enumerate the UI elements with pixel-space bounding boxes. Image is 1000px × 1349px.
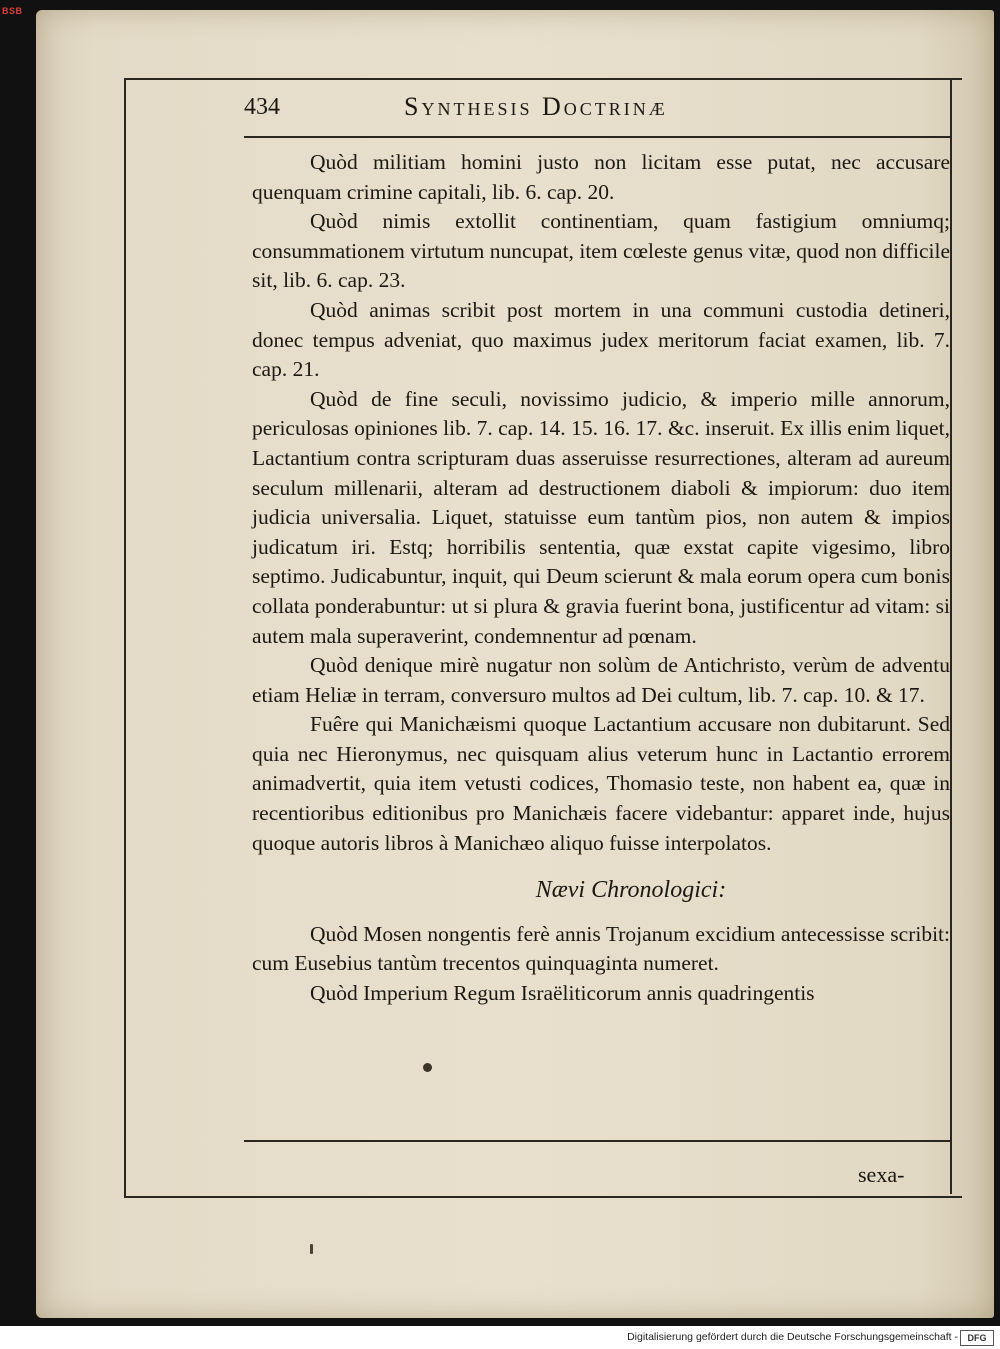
paragraph: Quòd nimis extollit continentiam, quam fastigium omniumq; consummationem virtutum nuncupat, item cœleste genus vitæ, quod non difficile sit, lib. 6. cap. 23.	[252, 209, 950, 293]
paragraph: Fuêre qui Manichæismi quoque Lactantium accusare non dubitarunt. Sed quia nec Hieronymus, nec quisquam alius veterum hunc in Lactantio errorem animadvertit, quia item vetusti codices, Thomasio teste, non habent ea, quæ in recentioribus editionibus pro Manichæis facere videbantur: apparet inde, hujus quoque autoris libros à Manichæo aliquo fuisse interpolatos.	[252, 712, 950, 855]
page-number: 434	[244, 94, 280, 120]
section-heading: Nævi Chronologici:	[535, 877, 727, 904]
footer-rule	[244, 1140, 950, 1142]
paper-speck	[310, 1244, 313, 1254]
page-frame-right	[950, 78, 952, 1194]
body-text	[252, 148, 950, 1009]
paragraph: Quòd animas scribit post mortem in una communi custodia detineri, donec tempus adveniat, quo maximus judex meritorum faciat examen, lib. 7. cap. 21.	[252, 297, 950, 382]
paragraph: Quòd militiam homini justo non licitam esse putat, nec accusare quenquam crimine capitali, lib. 6. cap. 20.	[252, 150, 950, 204]
ink-spot	[423, 1063, 432, 1072]
funding-credit: Digitalisierung gefördert durch die Deutsche Forschungsgemeinschaft -	[627, 1331, 958, 1343]
paragraph: Quòd de fine seculi, novissimo judicio, & imperio mille annorum, periculosas opiniones lib. 7. cap. 14. 15. 16. 17. &c. inseruit. Ex illis enim liquet, Lactantium contra scripturam duas asseruisse resurrectiones, alteram ad aureum seculum millenarii, alteram ad destructionem diaboli & impiorum: duo item judicia universalia. Liquet, statuisse eum tantùm pios, non autem & impios judicatum iri. Estq; horribilis sententia, quæ exstat capite vigesimo, libro septimo. Judicabuntur, inquit, qui Deum scierunt & mala eorum opera cum bonis collata ponderabuntur: ut si plura & gravia fuerint bona, justificentur ad vitam: si autem mala superaverint, condemnentur ad pœnam.	[252, 386, 950, 648]
running-head: Synthesis Doctrinæ	[404, 92, 668, 121]
digitization-footer	[0, 1326, 1000, 1349]
bsb-watermark: BSB	[2, 6, 23, 16]
dfg-logo: DFG	[960, 1330, 994, 1346]
paragraph: Quòd Mosen nongentis ferè annis Trojanum excidium antecessisse scribit: cum Eusebius tantùm trecentos quinquaginta numeret.	[252, 921, 950, 976]
header-rule	[244, 136, 950, 138]
paragraph: Quòd Imperium Regum Israëliticorum annis quadringentis	[310, 981, 815, 1006]
paragraph: Quòd denique mirè nugatur non solùm de Antichristo, verùm de adventu etiam Heliæ in terram, conversuro multos ad Dei cultum, lib. 7. cap. 10. & 17.	[252, 653, 950, 707]
catchword: sexa-	[858, 1162, 905, 1187]
page-header	[244, 92, 950, 128]
